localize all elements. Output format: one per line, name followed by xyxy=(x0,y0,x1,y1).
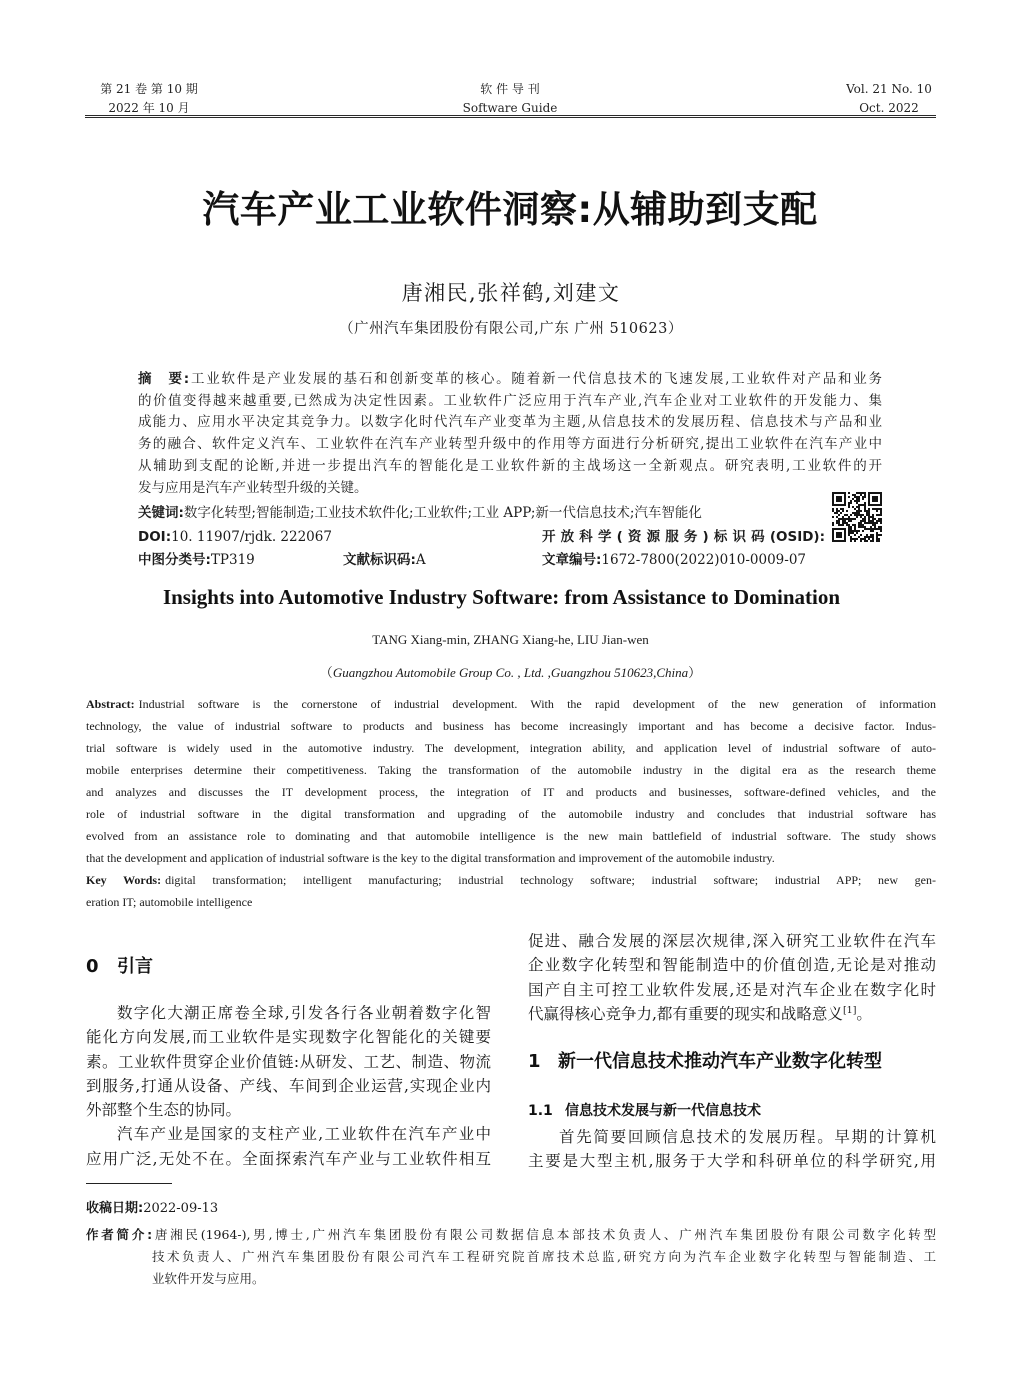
doi-value: 10. 11907/rjdk. 222067 xyxy=(171,528,332,545)
section-title: 新一代信息技术推动汽车产业数字化转型 xyxy=(558,1051,882,1072)
abstract-cn-line: 从辅助到支配的论断,并进一步提出汽车的智能化是工业软件新的主战场这一全新观点。研究表明,工业软件的开 xyxy=(138,457,882,474)
paper-title-en: Insights into Automotive Industry Software: from Assistance to Domination xyxy=(162,585,841,609)
received-date-value: 2022-09-13 xyxy=(143,1201,219,1216)
subsection-1-1-heading xyxy=(528,1101,761,1121)
author-bio-label: 作者简介: xyxy=(86,1227,153,1242)
body-line: 到服务,打通从设备、产线、车间到企业运营,实现企业内 xyxy=(86,1076,491,1095)
abstract-en-line: evolved from an assistance role to dominating and that automobile intelligence is the new main battlefield of industrial software. The study shows xyxy=(86,829,936,843)
document-code xyxy=(343,549,426,572)
abstract-cn-line xyxy=(138,369,882,391)
body-line-tail: 。 xyxy=(856,1004,872,1023)
abstract-en-line: and analyzes and discusses the IT development process, the integration of IT and products and businesses, software-defined vehicles, and the xyxy=(86,785,936,799)
header-rule xyxy=(85,115,936,118)
issue-date: 2022 年 10 月 xyxy=(108,101,190,115)
body-line: 能化方向发展,而工业软件是实现数字化智能化的关键要 xyxy=(86,1028,491,1047)
body-line: 应用广泛,无处不在。全面探索汽车产业与工业软件相互 xyxy=(86,1149,491,1168)
subsection-1-1-text xyxy=(528,1125,936,1174)
header-center xyxy=(410,80,610,118)
section-1-heading xyxy=(528,1050,882,1074)
doi xyxy=(138,526,332,549)
body-line: 企业数字化转型和智能制造中的价值创造,无论是对推动 xyxy=(528,956,936,975)
subsection-title: 信息技术发展与新一代信息技术 xyxy=(565,1103,761,1119)
body-line: 首先简要回顾信息技术的发展历程。早期的计算机 xyxy=(559,1128,936,1146)
volume-number-en: Vol. 21 No. 10 xyxy=(846,82,932,96)
body-line xyxy=(528,1002,936,1026)
document-code-label: 文献标识码: xyxy=(343,552,416,568)
issue-date-en: Oct. 2022 xyxy=(859,101,919,115)
abstract-en-line: technology, the value of industrial software to products and business has become increasingly important and has become a decisive factor. Indus- xyxy=(86,719,936,733)
abstract-en-line: mobile enterprises determine their competitiveness. Taking the transformation of the automobile industry in the digital era as the research theme xyxy=(86,763,936,777)
body-line: 促进、融合发展的深层次规律,深入研究工业软件在汽车 xyxy=(528,932,936,950)
right-column-text xyxy=(528,929,936,1026)
journal-name-cn: 软 件 导 刊 xyxy=(480,82,540,96)
affiliation-cn: （广州汽车集团股份有限公司,广东 广州 510623） xyxy=(339,321,683,337)
qr-code-icon xyxy=(832,492,882,542)
authors-cn: 唐湘民,张祥鹤,刘建文 xyxy=(401,281,621,305)
body-line: 素。工业软件贯穿企业价值链:从研发、工艺、制造、物流 xyxy=(86,1052,491,1071)
abstract-en-label: Abstract: xyxy=(86,697,135,711)
body-line-text: 代赢得核心竞争力,都有重要的现实和战略意义 xyxy=(528,1004,843,1023)
volume-issue: 第 21 卷 第 10 期 xyxy=(100,82,198,96)
affiliation-en xyxy=(0,664,1020,682)
keywords-en-line xyxy=(86,869,936,891)
journal-name-en: Software Guide xyxy=(462,101,558,115)
authors-en: TANG Xiang-min, ZHANG Xiang-he, LIU Jian-wen xyxy=(372,632,649,647)
section-title: 引言 xyxy=(117,956,153,977)
author-bio xyxy=(86,1224,936,1290)
affiliation-en-open: （ xyxy=(319,665,333,680)
abstract-en xyxy=(86,693,936,913)
keywords-cn-text: 数字化转型;智能制造;工业技术软件化;工业软件;工业 APP;新一代信息技术;汽车智能化 xyxy=(183,505,702,521)
author-bio-line: 技术负责人、广州汽车集团股份有限公司汽车工程研究院首席技术总监,研究方向为汽车企业数字化转型与智能制造、工 xyxy=(152,1249,936,1264)
abstract-cn-label: 摘 要: xyxy=(138,371,190,387)
section-0-heading xyxy=(86,955,153,979)
keywords-cn xyxy=(138,502,702,525)
abstract-cn-text: 工业软件是产业发展的基石和创新变革的核心。随着新一代信息技术的飞速发展,工业软件对产品和业务 xyxy=(189,371,882,387)
doi-label: DOI: xyxy=(138,528,172,545)
left-column-text xyxy=(86,1001,491,1171)
article-number xyxy=(542,549,806,572)
author-bio-line: 业软件开发与应用。 xyxy=(152,1271,265,1286)
osid-label: 开放科学(资源服务)标识码(OSID): xyxy=(542,528,825,545)
author-bio-line xyxy=(86,1224,936,1246)
body-line: 主要是大型主机,服务于大学和科研单位的科学研究,用 xyxy=(528,1152,936,1171)
abstract-en-line: trial software is widely used in the automotive industry. The development, integration ability, and application level of industrial software of auto- xyxy=(86,741,936,755)
footnote-rule xyxy=(86,1183,172,1184)
clc-number xyxy=(138,549,255,572)
header-right xyxy=(829,80,949,118)
abstract-en-line xyxy=(86,693,936,715)
section-number: 0 xyxy=(86,956,99,977)
affiliation-en-text: Guangzhou Automobile Group Co. , Ltd. ,Guangzhou 510623,China xyxy=(332,665,689,680)
abstract-en-line: that the development and application of industrial software is the key to the digital transformation and improvement of the automobile industry. xyxy=(86,851,775,865)
keywords-en-line: eration IT; automobile intelligence xyxy=(86,895,253,909)
abstract-cn-line: 成能力、应用水平决定其竞争力。以数字化时代汽车产业变革为主题,从信息技术的发展历程、信息技术与产品和业 xyxy=(138,414,882,431)
abstract-cn-line: 发与应用是汽车产业转型升级的关键。 xyxy=(138,479,368,496)
clc-label: 中图分类号: xyxy=(138,552,211,568)
subsection-number: 1.1 xyxy=(528,1103,553,1119)
author-bio-text: 唐湘民(1964-),男,博士,广州汽车集团股份有限公司数据信息本部技术负责人、广州汽车集团股份有限公司数字化转型 xyxy=(152,1227,937,1242)
section-number: 1 xyxy=(528,1051,541,1072)
article-number-value: 1672-7800(2022)010-0009-07 xyxy=(601,552,806,568)
abstract-en-line: role of industrial software in the digital transformation and upgrading of the automobile industry and concludes that industrial software has xyxy=(86,807,936,821)
abstract-cn-line: 的价值变得越来越重要,已然成为决定性因素。工业软件广泛应用于汽车产业,汽车企业对工业软件的开发能力、集 xyxy=(138,392,882,409)
clc-value: TP319 xyxy=(210,552,255,568)
body-line: 汽车产业是国家的支柱产业,工业软件在汽车产业中 xyxy=(117,1125,491,1144)
body-line: 外部整个生态的协同。 xyxy=(86,1101,242,1119)
abstract-en-text: Industrial software is the cornerstone of industrial development. With the rapid development of the new generation of information xyxy=(138,697,936,711)
received-date-label: 收稿日期: xyxy=(86,1201,144,1216)
keywords-en-label: Key Words: xyxy=(86,873,162,887)
abstract-cn-line: 务的融合、软件定义汽车、工业软件在汽车产业转型升级中的作用等方面进行分析研究,提出工业软件在汽车产业中 xyxy=(138,436,882,453)
received-date xyxy=(86,1198,218,1220)
abstract-cn xyxy=(138,369,882,499)
body-line: 国产自主可控工业软件发展,还是对汽车企业在数字化时 xyxy=(528,980,936,999)
document-code-value: A xyxy=(415,552,426,568)
header-left xyxy=(89,80,209,118)
paper-title-cn: 汽车产业工业软件洞察:从辅助到支配 xyxy=(202,188,818,231)
citation-ref: [1] xyxy=(842,1004,857,1016)
article-number-label: 文章编号: xyxy=(542,552,602,568)
keywords-en-text: digital transformation; intelligent manufacturing; industrial technology software; industrial software; industrial APP; new gen- xyxy=(165,873,936,887)
keywords-cn-label: 关键词: xyxy=(138,505,184,521)
body-line: 数字化大潮正席卷全球,引发各行各业朝着数字化智 xyxy=(117,1004,491,1022)
affiliation-en-close: ） xyxy=(688,665,702,680)
